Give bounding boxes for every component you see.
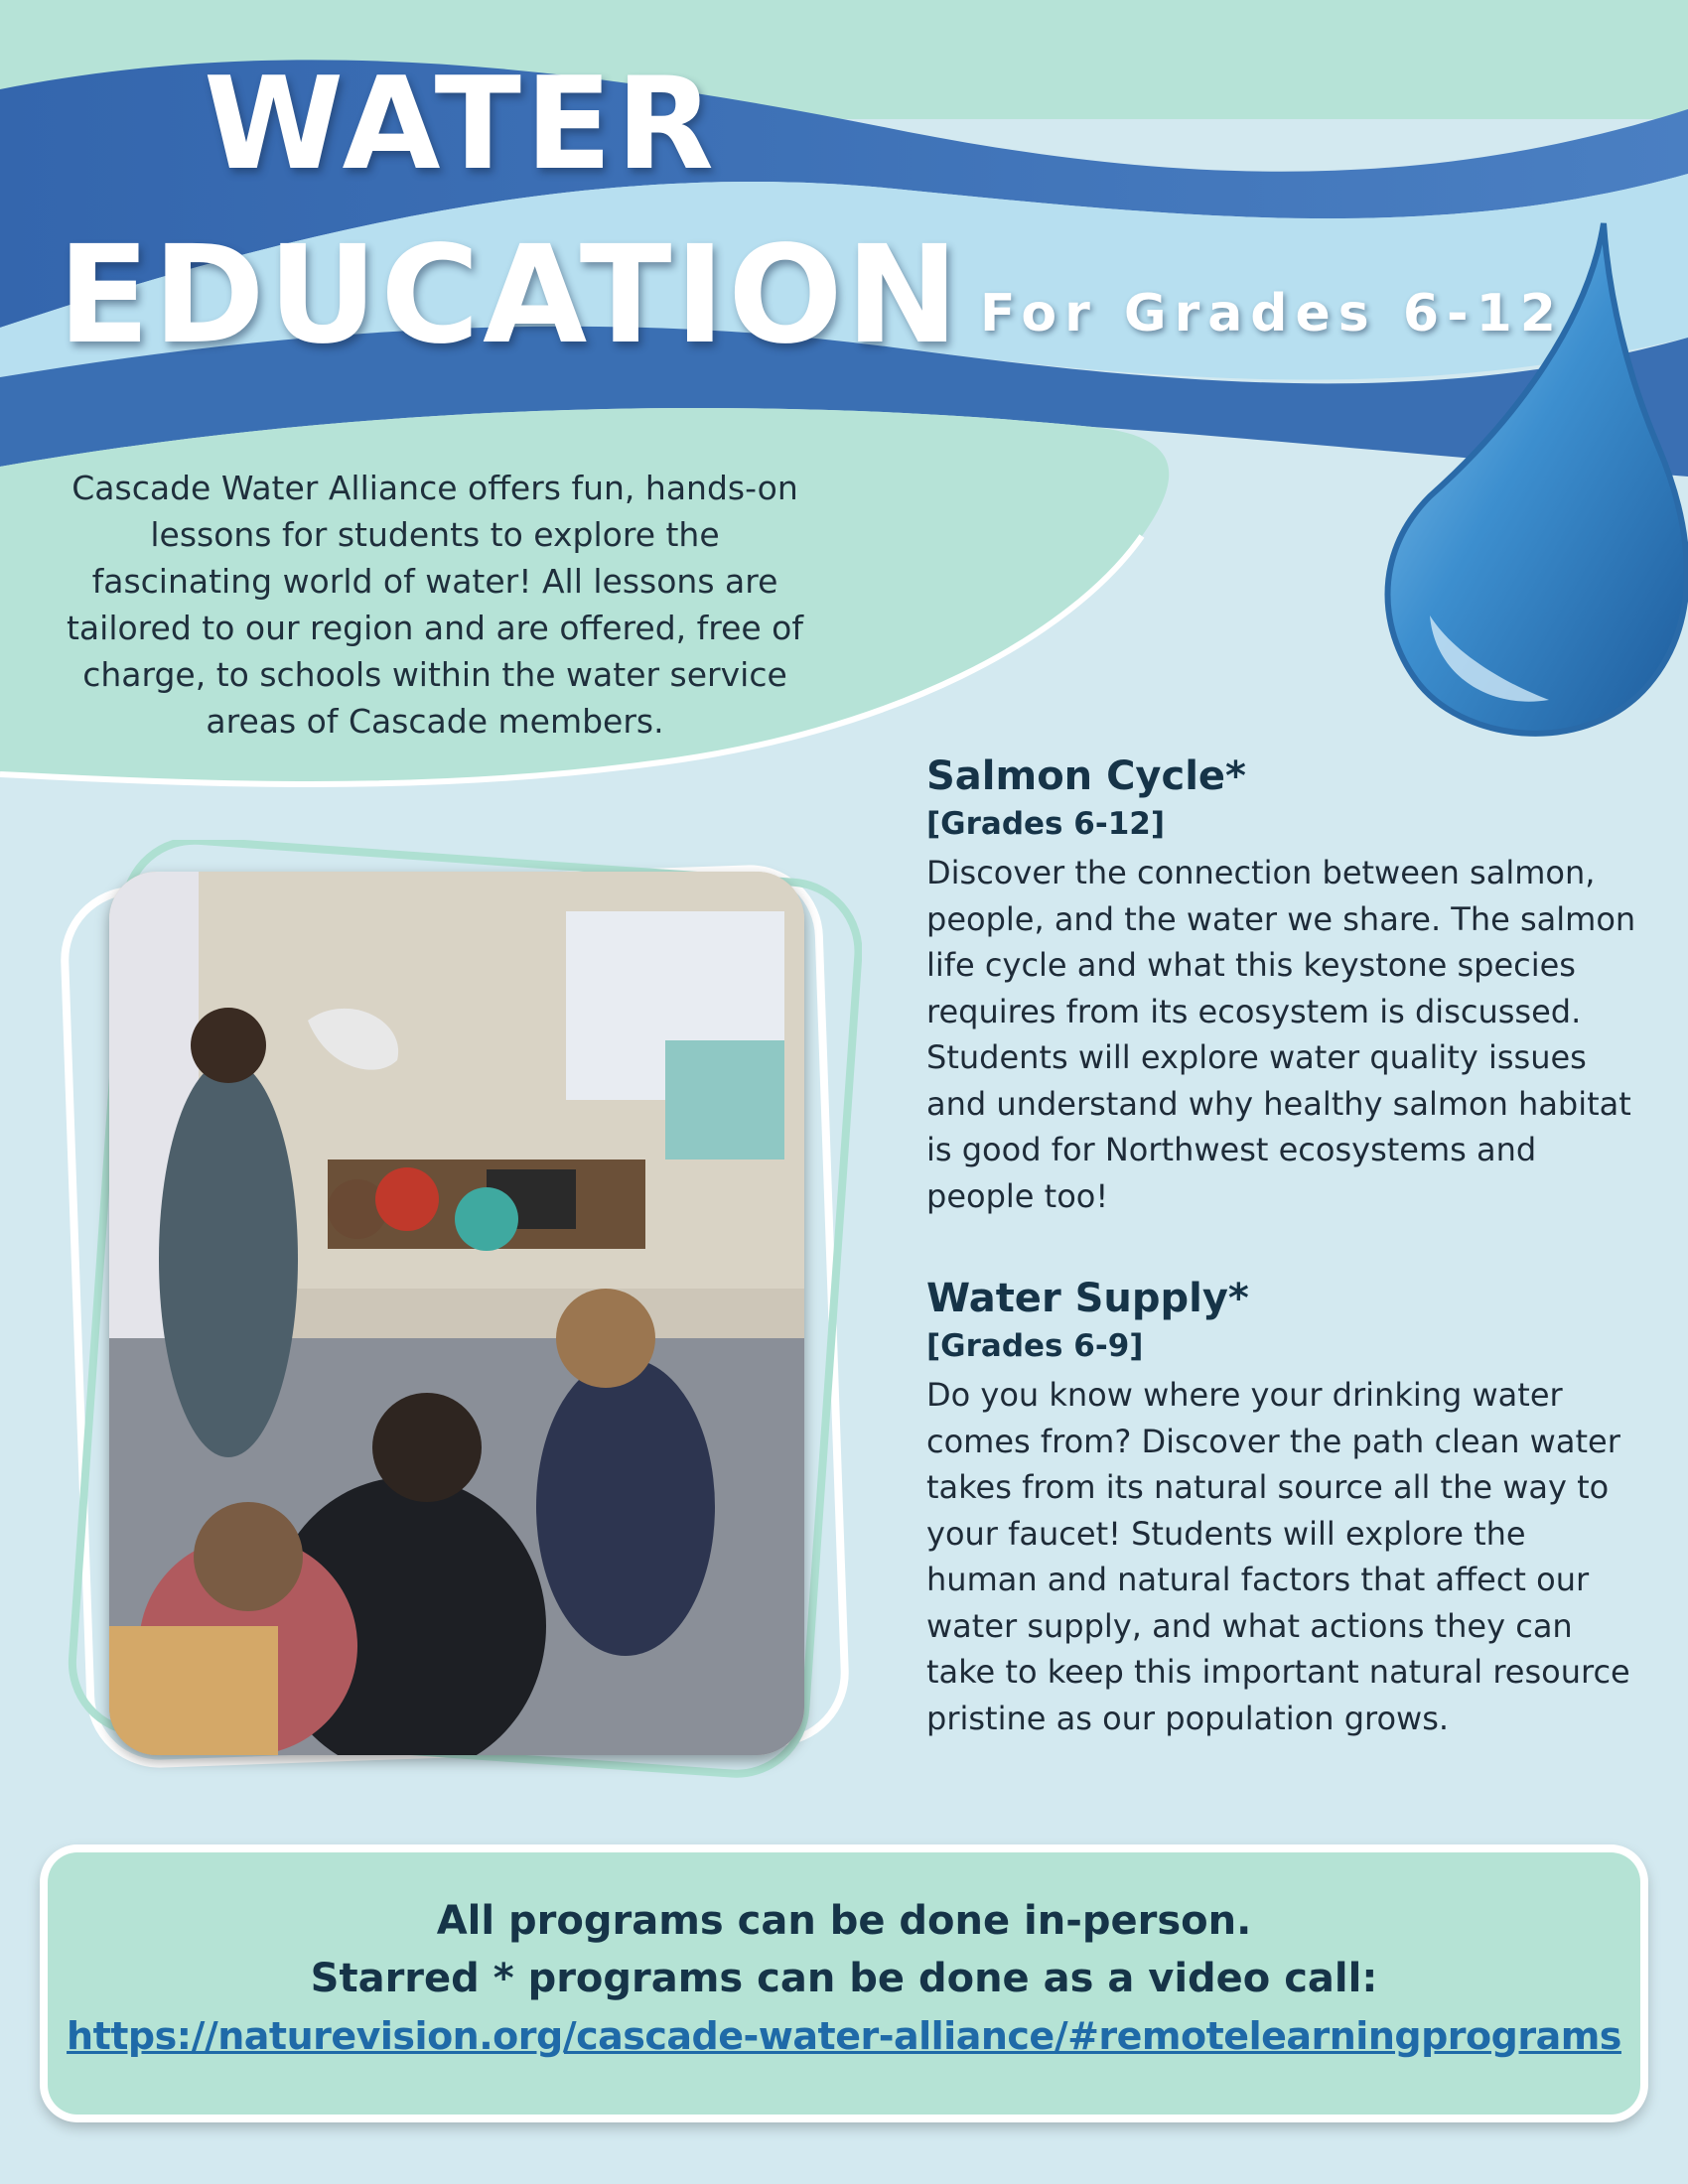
footer-info-box — [48, 1852, 1640, 2115]
program-grades: [Grades 6-12] — [926, 806, 1166, 842]
page-title-line2: EDUCATION — [58, 217, 962, 374]
footer-line-video-call: Starred * programs can be done as a video call: — [310, 1956, 1378, 2001]
program-salmon-cycle — [926, 752, 1641, 1219]
footer-line-in-person: All programs can be done in-person. — [436, 1898, 1252, 1944]
remote-learning-link[interactable]: https://naturevision.org/cascade-water-alliance/#remotelearningprograms — [67, 2014, 1621, 2058]
program-description: Do you know where your drinking water comes from? Discover the path clean water takes from its natural source all the way to your faucet! Students will explore the human and natural factors that affect our water supply, and what actions they can take to keep this important natural resource pristine as our population grows. — [926, 1376, 1630, 1737]
page-subtitle: For Grades 6-12 — [980, 284, 1564, 343]
program-title: Water Supply* — [926, 1276, 1249, 1321]
program-description: Discover the connection between salmon, people, and the water we share. The salmon life cycle and what this keystone species requires from its ecosystem is discussed. Students will explore water quality issues and understand why healthy salmon habitat is good for Northwest ecosystems and people too! — [926, 854, 1636, 1215]
program-grades: [Grades 6-9] — [926, 1328, 1144, 1364]
intro-paragraph: Cascade Water Alliance offers fun, hands-on lessons for students to explore the fascinating world of water! All lessons are tailored to our region and are offered, free of charge, to schools within the water service areas of Cascade members. — [66, 469, 803, 741]
program-title: Salmon Cycle* — [926, 753, 1246, 799]
classroom-photo — [109, 872, 804, 1755]
page-title-line1: WATER — [204, 51, 718, 199]
program-water-supply — [926, 1275, 1641, 1741]
